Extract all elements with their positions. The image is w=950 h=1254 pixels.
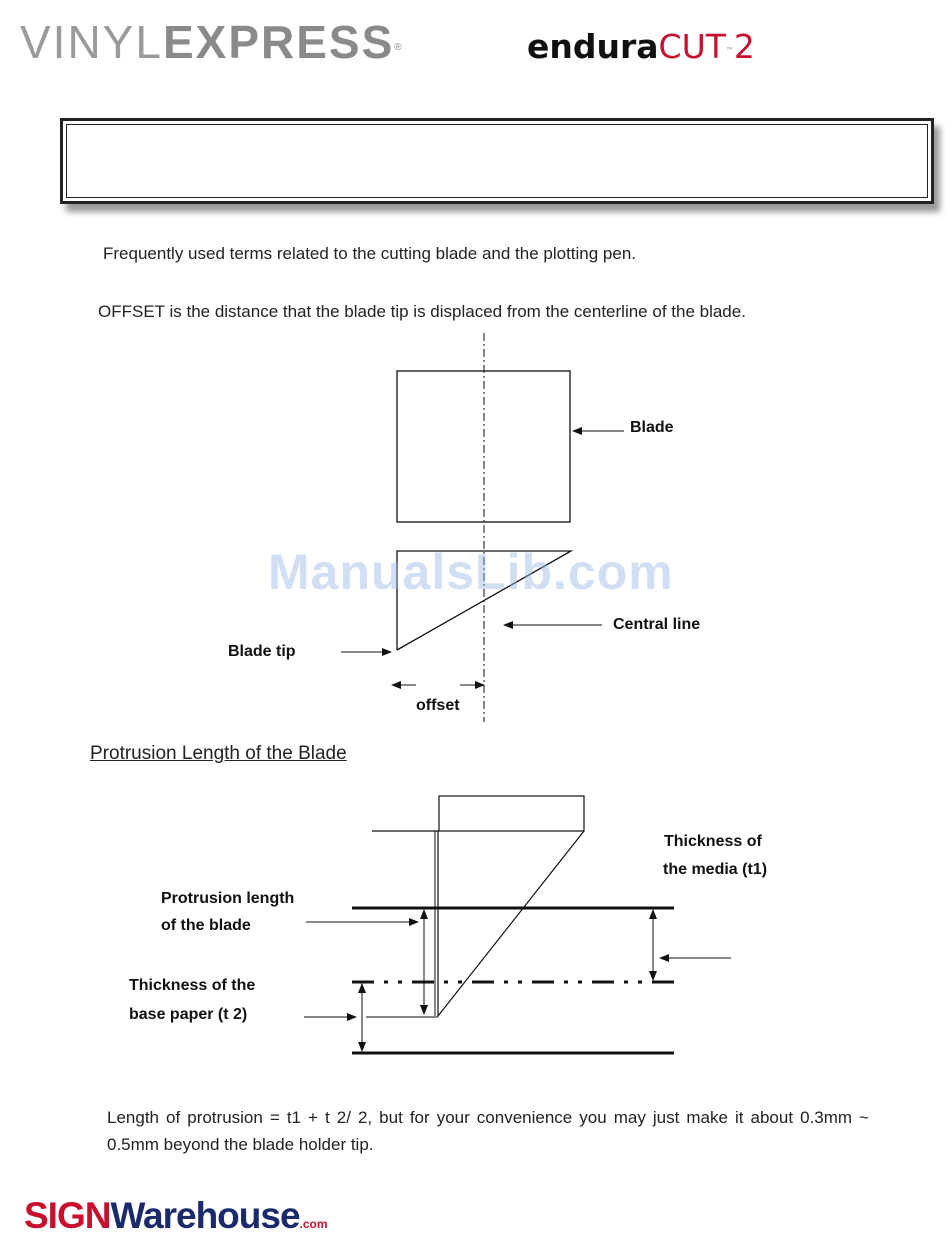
signwarehouse-logo	[24, 1194, 328, 1238]
logo-com-text: .com	[299, 1217, 328, 1231]
offset-definition-paragraph: OFFSET is the distance that the blade tip is displaced from the centerline of the blade.	[98, 302, 746, 321]
logo-express-text: EXPRESS	[162, 16, 395, 68]
label-central-line: Central line	[613, 616, 701, 633]
label-thickness-media-1: Thickness of	[664, 833, 762, 850]
logo-vinyl-text: VINYL	[20, 16, 163, 68]
logo-sign-text: SIGN	[24, 1195, 111, 1236]
logo-registered-mark: ®	[394, 42, 404, 53]
label-blade-tip: Blade tip	[228, 643, 296, 660]
protrusion-diagram	[0, 780, 950, 1080]
logo-endura-text: endura	[527, 27, 659, 66]
logo-tm-mark: ™	[725, 46, 734, 55]
manualslib-watermark: ManualsLib.com	[268, 544, 674, 600]
logo-cut-text: CUT	[658, 27, 726, 66]
label-protrusion-length-1: Protrusion length	[161, 890, 295, 907]
label-offset: offset	[416, 697, 460, 714]
logo-warehouse-text: Warehouse	[110, 1195, 300, 1236]
label-blade: Blade	[630, 419, 674, 436]
logo-version-number: 2	[733, 27, 755, 66]
intro-paragraph: Frequently used terms related to the cutting blade and the plotting pen.	[103, 244, 637, 263]
protrusion-section-heading: Protrusion Length of the Blade	[90, 743, 347, 764]
protrusion-formula-paragraph: Length of protrusion = t1 + t 2/ 2, but for your convenience you may just make it about 0.3mm ~ 0.5mm beyond the blade holder tip.	[107, 1108, 869, 1154]
label-base-paper-2: base paper (t 2)	[129, 1006, 248, 1023]
label-base-paper-1: Thickness of the	[129, 977, 256, 994]
label-protrusion-length-2: of the blade	[161, 917, 251, 934]
blade-holder-rect	[439, 796, 584, 831]
label-thickness-media-2: the media (t1)	[663, 861, 768, 878]
blade-protrusion-triangle	[438, 831, 584, 1016]
